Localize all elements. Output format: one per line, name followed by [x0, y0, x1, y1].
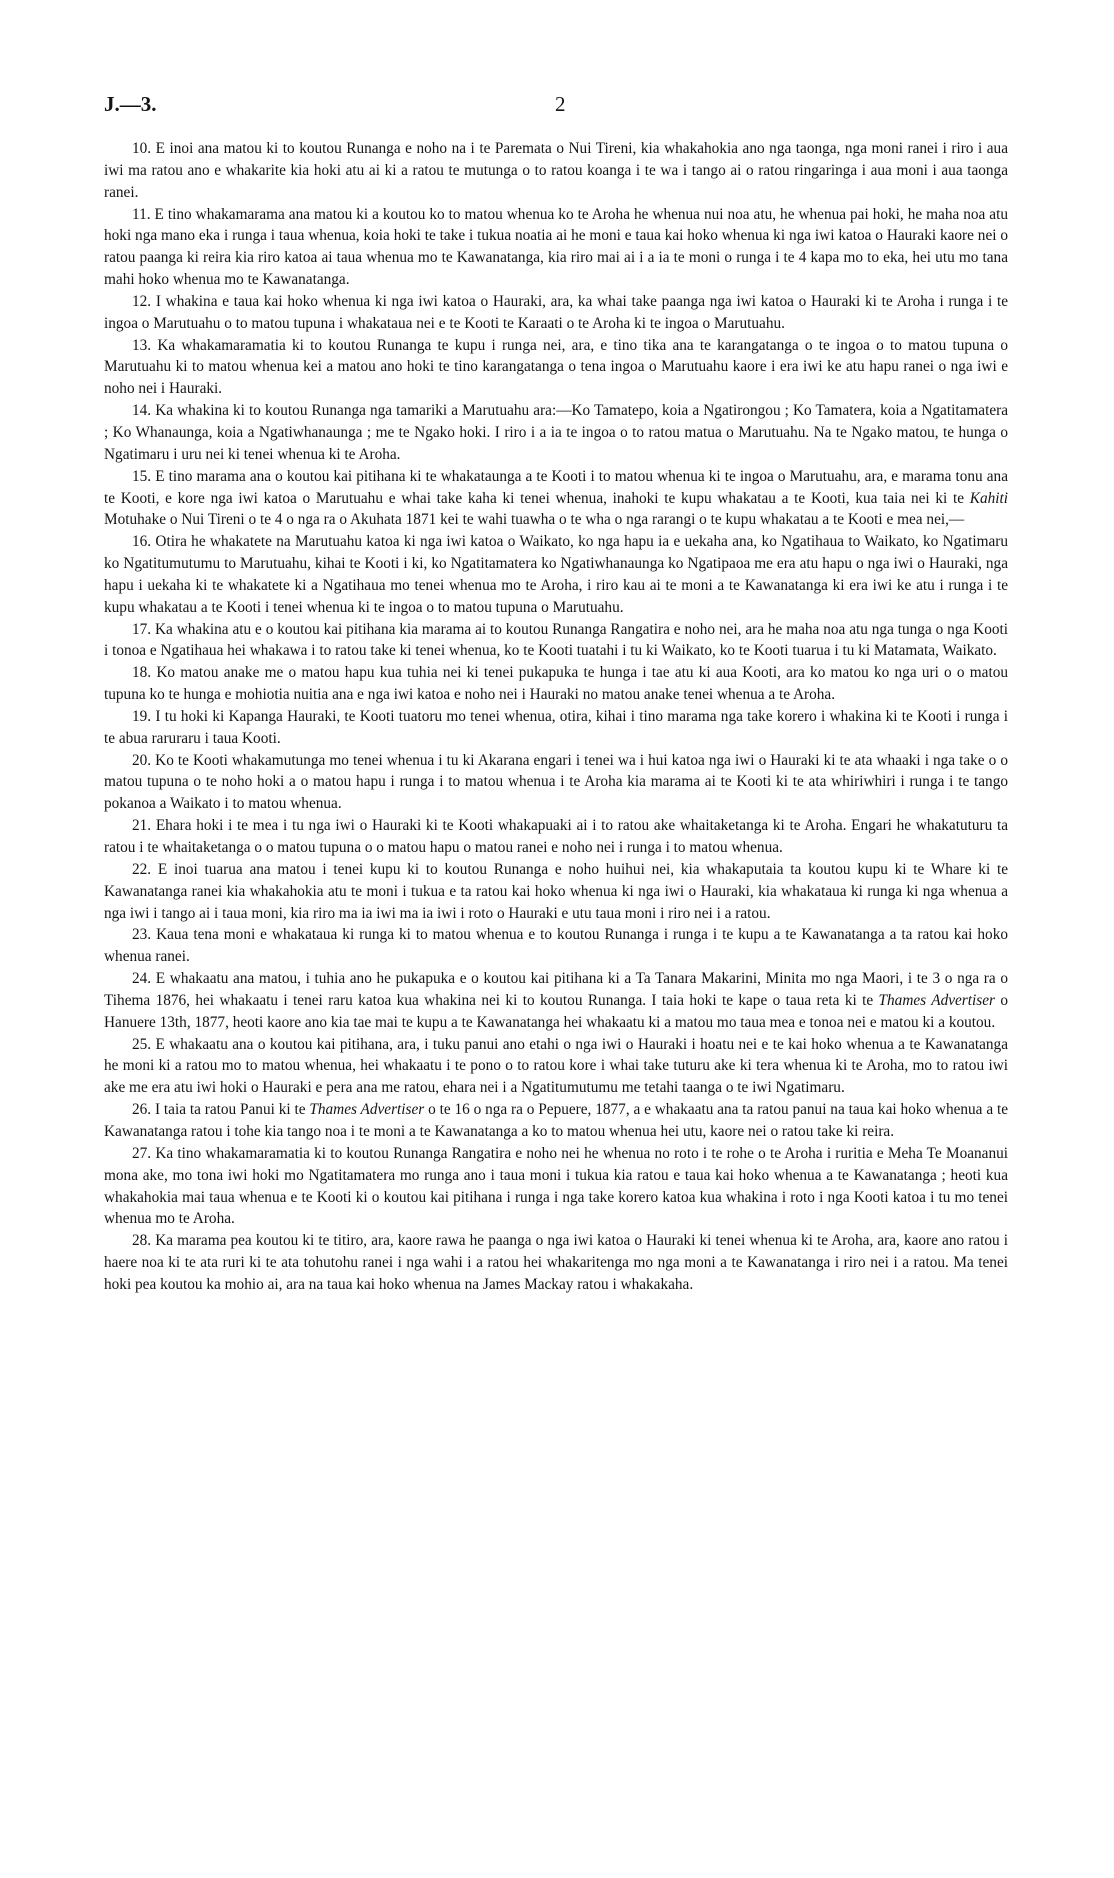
paragraph-15-text-a: 15. E tino marama ana o koutou kai pitihana ki te whakataunga a te Kooti i to matou whenua ki te ingoa o Marutuahu, ara, e marama tonu ana te Kooti, e kore nga iwi katoa o Marutuahu e whai take kaha ki tenei whenua, inahoki te kupu whakatau a te Kooti, kua taia nei ki te: [104, 467, 1008, 507]
paragraph-26-text-b: o te 16 o nga ra o Pepuere, 1877, a e whakaatu ana ta ratou panui na taua kai hoko whenua a te Kawanatanga ratou i tohe kia tango noa i te moni a te Kawanatanga a ko to matou whenua hei utu, kaore nei o ratou take ki reira.: [104, 1101, 1008, 1140]
paragraph-15-gazette-name: Kahiti: [969, 489, 1008, 507]
paragraph-24-newspaper-name: Thames Advertiser: [878, 991, 995, 1009]
paragraph-24-text-a: 24. E whakaatu ana matou, i tuhia ano he pukapuka e o koutou kai pitihana ki a Ta Tanara Makarini, Minita mo nga Maori, i te 3 o nga ra o Tihema 1876, hei whakaatu i tenei raru katoa kua whakina nei ki to koutou Runanga. I taia hoki te kape o taua reta ki te: [104, 970, 1008, 1009]
paragraph-24-text-b: o Hanuere 13th, 1877, heoti kaore ano kia tae mai te kupu a te Kawanatanga hei whakaatu ki a matou mo taua mea e tonoa nei e matou ki a koutou.: [104, 991, 1008, 1031]
paragraph-14: 14. Ka whakina ki to koutou Runanga nga tamariki a Marutuahu ara:—Ko Tamatepo, koia a Ngatirongou ; Ko Tamatera, koia a Ngatitamatera ; Ko Whanaunga, koia a Ngatiwhanaunga ; me te Ngako hoki. I riro i a ia te ingoa o to ratou matua o Marutuahu. Na te Ngako matou, te hunga o Ngatimaru i uru nei ki tenei whenua ki te Aroha.: [104, 402, 1008, 463]
paragraph-19: 19. I tu hoki ki Kapanga Hauraki, te Kooti tuatoru mo tenei whenua, otira, kihai i tino marama nga take korero i whakina ki te Kooti i runga i te abua raruraru i taua Kooti.: [104, 707, 1008, 747]
paragraph-25: 25. E whakaatu ana o koutou kai pitihana, ara, i tuku panui ano etahi o nga iwi o Hauraki i hoatu nei e te kai hoko whenua a te Kawanatanga he moni ki a ratou mo to matou whenua, hei whakaatu i te pono o to ratou kore i whai take tuturu ake ki tera whenua ki te Aroha, mo to ratou iwi ake me era atu iwi hoki o Hauraki e pera ana me ratou, ehara nei i a Ngatitumutumu me tetahi taanga o te iwi Ngatimaru.: [104, 1035, 1008, 1097]
page-header: [104, 92, 1008, 122]
paragraph-22: 22. E inoi tuarua ana matou i tenei kupu ki to koutou Runanga e noho huihui nei, kia whakaputaia ta koutou kupu ki te Whare ki te Kawanatanga ranei kia whakahokia atu te moni i tukua e ta ratou kai hoko whenua ki nga iwi o Hauraki, kia whakataua ki runga ki nga whenua a nga iwi i tango ai i taua moni, kia riro ma ia iwi ma ia iwi i roto o Hauraki e utu taua moni i riro nei i a ratou.: [104, 860, 1008, 922]
document-page: [104, 0, 1008, 1878]
paragraph-10: 10. E inoi ana matou ki to koutou Runanga e noho na i te Paremata o Nui Tireni, kia whakahokia ano nga taonga, nga moni ranei i riro i aua iwi ma ratou ano e whakarite kia hoki atu ai ki a ratou te mutunga o to ratou koanga i te wa i tango ai o ratou ringaringa i aua moni i aua taonga ranei.: [104, 140, 1008, 201]
paragraph-23: 23. Kaua tena moni e whakataua ki runga ki to matou whenua e to koutou Runanga i runga i te kupu a te Kawanatanga a ta ratou kai hoko whenua ranei.: [104, 926, 1008, 966]
paragraph-26-newspaper-name: Thames Advertiser: [309, 1101, 425, 1119]
paragraph-26-text-a: 26. I taia ta ratou Panui ki te: [132, 1101, 310, 1119]
paragraph-24: [104, 968, 1008, 1034]
paragraph-17: 17. Ka whakina atu e o koutou kai pitihana kia marama ai to koutou Runanga Rangatira e noho nei, ara he maha noa atu nga tunga o nga Kooti i tonoa e Ngatihaua hei whakawa i to ratou take ki tenei whenua, ko te Kooti tuatahi i tu ki Waikato, ko te Kooti tuarua i tu ki Matamata, Waikato.: [104, 620, 1008, 660]
document-reference: J.—3.: [104, 92, 157, 116]
paragraph-28: 28. Ka marama pea koutou ki te titiro, ara, kaore rawa he paanga o nga iwi katoa o Hauraki ki tenei whenua ki te Aroha, ara, kaore ano ratou i haere noa ki te ata ruri ki te ata tohutohu ranei i nga wahi i a ratou hei whakaritenga mo nga moni a te Kawanatanga i riro nei i a ratou. Ma tenei hoki pea koutou ka mohio ai, ara na taua kai hoko whenua na James Mackay ratou i whakakaha.: [104, 1232, 1008, 1293]
paragraph-12: 12. I whakina e taua kai hoko whenua ki nga iwi katoa o Hauraki, ara, ka whai take paanga nga iwi katoa o Hauraki ki te Aroha i runga i te ingoa o Marutuahu o to matou tupuna i whakataua nei e te Kooti te Karaati o te Aroha ki te ingoa o Marutuahu.: [104, 292, 1008, 332]
document-body: [104, 138, 1008, 1296]
paragraph-15-text-b: Motuhake o Nui Tireni o te 4 o nga ra o Akuhata 1871 kei te wahi tuawha o te wha o nga rarangi o te kupu whakatau a te Kooti e mea nei,—: [104, 511, 965, 529]
paragraph-21: 21. Ehara hoki i te mea i tu nga iwi o Hauraki ki te Kooti whakapuaki ai i to ratou ake whaitaketanga ki te Aroha. Engari he whakatuturu ta ratou i te whaitaketanga o o matou tupuna o o matou hapu o matou ranei e noho nei i runga i to matou whenua.: [104, 817, 1008, 856]
paragraph-26: [104, 1099, 1008, 1143]
paragraph-13: 13. Ka whakamaramatia ki to koutou Runanga te kupu i runga nei, ara, e tino tika ana te karangatanga o te ingoa o to matou tupuna o Marutuahu ki to matou whenua kei a matou ano hoki te tino karangatanga o tena ingoa o Marutuahu kaore i era iwi ke atu hapu ranei o nga iwi e noho nei i Hauraki.: [104, 336, 1008, 398]
page-number: 2: [555, 92, 566, 116]
paragraph-20: 20. Ko te Kooti whakamutunga mo tenei whenua i tu ki Akarana engari i tenei wa i hui katoa nga iwi o Hauraki ki te ata whaaki i nga take o o matou tupuna o te noho hoki a o matou hapu i runga i to matou whenua i te Aroha kia marama ai te Kooti ki te ata whiriwhiri i runga i te tango pokanoa a Waikato i to matou whenua.: [104, 751, 1008, 813]
paragraph-18: 18. Ko matou anake me o matou hapu kua tuhia nei ki tenei pukapuka te hunga i tae atu ki aua Kooti, ara ko matou ko nga uri o o matou tupuna ko te hunga e mohiotia nuitia ana e nga iwi katoa e noho nei i Hauraki no matou anake tenei whenua a te Aroha.: [104, 664, 1008, 704]
paragraph-15: [104, 466, 1008, 532]
paragraph-16: 16. Otira he whakatete na Marutuahu katoa ki nga iwi katoa o Waikato, ko nga hapu ia e uekaha ana, ko Ngatihaua to Waikato, ko Ngatimaru ko Ngatitumutumu to Marutuahu, kihai te Kooti i ki, ko Ngatitamatera ko Ngatiwhanaunga ko Ngatipaoa me era atu hapu o nga iwi o Hauraki, nga hapu i uekaha ki te whakatete ki a Ngatihaua mo tenei whenua mo te Aroha, i riro kau ai te moni a te Kawanatanga ki era iwi ke atu i runga i te kupu whakatau a te Kooti i tenei whenua ki te ingoa o to matou tupuna o Marutuahu.: [104, 533, 1008, 616]
paragraph-11: 11. E tino whakamarama ana matou ki a koutou ko to matou whenua ko te Aroha he whenua nui noa atu, he whenua pai hoki, he maha noa atu hoki nga mano eka i runga i taua whenua, koia hoki te take i tukua noatia ai he moni e taua kai hoko whenua ki nga iwi katoa o Hauraki kaore nei o ratou paanga ki reira kia riro katoa ai taua whenua mo te Kawanatanga, kia riro mai ai i a ia te moni o runga i te 4 kapa mo to eka, hei utu mo tana mahi hoko whenua mo te Kawanatanga.: [104, 205, 1008, 289]
paragraph-27: 27. Ka tino whakamaramatia ki to koutou Runanga Rangatira e noho nei he whenua no roto i te rohe o te Aroha i ruritia e Meha Te Moananui mona ake, mo tona iwi hoki mo Ngatitamatera mo runga ano i taua moni i tukua kia ratou e taua kai hoko whenua a te Kawanatanga ; heoti kua whakahokia mai taua whenua e te Kooti ki o koutou kai pitihana i runga i nga take korero katoa kua whakina i roto i nga Kooti katoa i tu mo tenei whenua mo te Aroha.: [104, 1144, 1008, 1228]
